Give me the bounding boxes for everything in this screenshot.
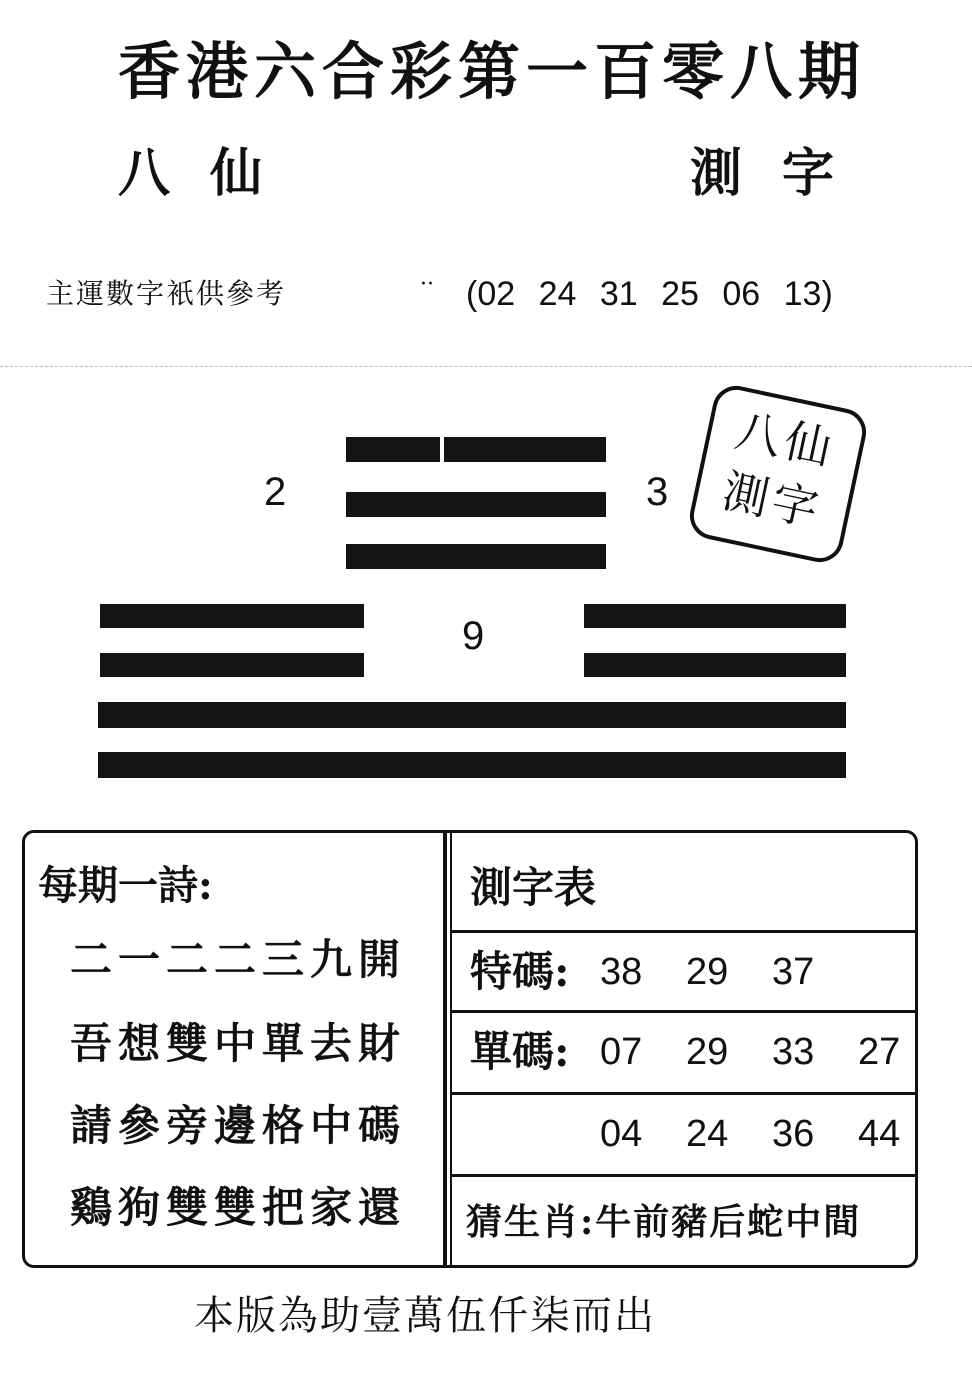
stamp-line-2: 測字 (717, 463, 827, 538)
hexagram-line-5-right (584, 653, 846, 677)
single-number: 36 (772, 1113, 815, 1155)
hexagram-line-1-right (444, 437, 606, 462)
special-label: 特碼: (470, 947, 570, 996)
poem-line: 請參旁邊格中碼 (70, 1101, 407, 1150)
footer-note: 本版為助壹萬伍仟柒而出 (194, 1293, 656, 1339)
single-number: 44 (858, 1113, 901, 1155)
panel-divider-inner (450, 832, 452, 1266)
single-number: 27 (858, 1031, 901, 1073)
hexagram-number-right: 3 (646, 470, 669, 514)
poem-line: 二一二二三九開 (70, 935, 407, 984)
single-label: 單碼: (470, 1027, 570, 1076)
special-number: 29 (686, 951, 729, 993)
zodiac-guess: 猜生肖:牛前豬后蛇中間 (466, 1201, 862, 1243)
table-heading: 測字表 (470, 863, 597, 912)
hexagram-number-center: 9 (462, 614, 485, 658)
lucky-numbers-dots: ·· (420, 272, 434, 297)
hexagram-line-4-right (584, 604, 846, 628)
special-number: 38 (600, 951, 643, 993)
poem-line: 吾想雙中單去財 (70, 1019, 407, 1068)
subtitle-left: 八仙 (118, 143, 303, 204)
single-number: 29 (686, 1031, 729, 1073)
single-number: 24 (686, 1113, 729, 1155)
special-number: 37 (772, 951, 815, 993)
hexagram-line-1-left (346, 437, 440, 462)
panel-divider (443, 832, 447, 1266)
hexagram-line-5-left (100, 653, 364, 677)
poem-heading: 每期一詩: (38, 862, 213, 909)
hexagram-number-left: 2 (264, 470, 287, 514)
table-rule-2 (450, 1010, 918, 1013)
poem-line: 鷄狗雙雙把家還 (70, 1183, 407, 1232)
hexagram-line-6 (98, 702, 846, 728)
stamp (685, 381, 870, 566)
dashed-divider (0, 366, 972, 367)
single-number: 04 (600, 1113, 643, 1155)
single-number: 07 (600, 1031, 643, 1073)
page-title: 香港六合彩第一百零八期 (118, 35, 867, 108)
stamp-line-1: 八仙 (730, 402, 840, 477)
hexagram-line-2 (346, 492, 606, 517)
table-rule-4 (450, 1174, 918, 1177)
single-number: 33 (772, 1031, 815, 1073)
table-rule-1 (450, 930, 918, 933)
hexagram-line-4-left (100, 604, 364, 628)
subtitle-right: 測字 (690, 143, 875, 204)
hexagram-line-3 (346, 544, 606, 569)
table-rule-3 (450, 1092, 918, 1095)
lucky-numbers-label: 主運數字衹供參考 (46, 277, 287, 310)
hexagram-line-7 (98, 752, 846, 778)
lucky-numbers: (02 24 31 25 06 13) (466, 275, 833, 313)
